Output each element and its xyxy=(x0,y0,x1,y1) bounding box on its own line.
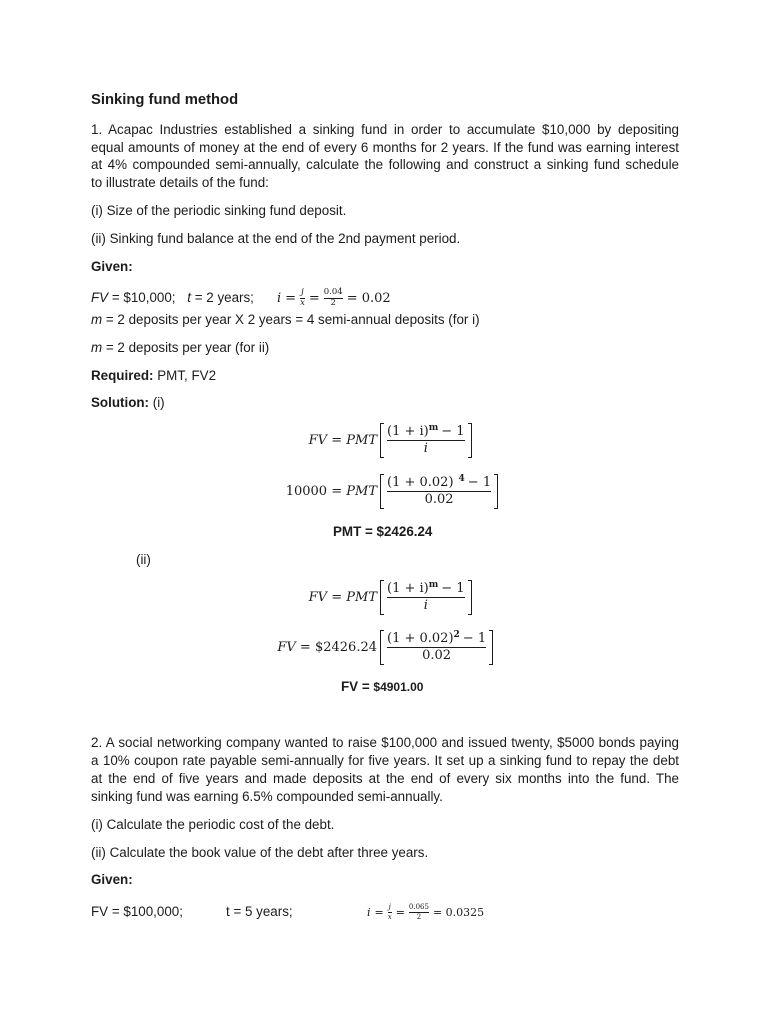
rate-symbol: i xyxy=(277,290,282,306)
equals-sign: = xyxy=(374,905,384,919)
equals-sign: = xyxy=(331,484,343,499)
given-values-line xyxy=(91,289,254,307)
given-t: t = 5 years; xyxy=(226,904,293,919)
deposits-line-i xyxy=(91,311,480,329)
right-bracket xyxy=(468,580,472,615)
fraction-numerator: j xyxy=(388,903,391,911)
statement-line: 1. Acapac Industries established a sinking fund in order to accumulate $10,000 by depositing xyxy=(91,122,679,137)
statement-line: equal amounts of money at the end of every 6 months for 2 years. If the fund was earning interest xyxy=(91,139,679,155)
numerator-tail: − 1 xyxy=(441,424,465,439)
numerator-base: (1 + 0.02) xyxy=(387,475,454,490)
solution-line xyxy=(91,394,165,412)
numerator-tail: − 1 xyxy=(462,631,487,646)
required-line xyxy=(91,367,216,385)
fv-value: = $10,000; xyxy=(111,290,176,305)
formula-lhs xyxy=(240,484,380,499)
formula-substituted-ii xyxy=(240,630,493,665)
given-label: Given: xyxy=(91,872,133,887)
fv-symbol: FV xyxy=(91,290,109,305)
t-symbol: t xyxy=(187,290,191,305)
numerator-tail: − 1 xyxy=(467,475,492,490)
lhs-term: PMT xyxy=(346,433,377,448)
equals-sign: = xyxy=(395,905,405,919)
rate-formula xyxy=(367,902,484,922)
exponent: 4 xyxy=(458,474,465,484)
statement-line: 2. A social networking company wanted to raise $100,000 and issued twenty, $5000 bonds paying xyxy=(91,735,679,750)
fraction xyxy=(384,580,468,615)
rate-symbol: i xyxy=(367,905,371,919)
right-bracket xyxy=(489,630,493,665)
deposits-text: = 2 deposits per year (for ii) xyxy=(105,340,270,355)
lhs-term: FV xyxy=(277,640,296,655)
numerator-base: (1 + i) xyxy=(387,424,429,439)
problem-2-statement xyxy=(91,734,679,806)
numerator-base: (1 + i) xyxy=(387,581,429,596)
problem-1-part-ii: (ii) Sinking fund balance at the end of the 2nd payment period. xyxy=(91,231,461,246)
given-fv: FV = $100,000; xyxy=(91,904,183,919)
fraction-numerator: 0.065 xyxy=(408,903,429,911)
lhs-term: PMT xyxy=(346,590,377,605)
fraction-denominator: 2 xyxy=(416,913,422,921)
required-label: Required: xyxy=(91,368,154,383)
problem-2-part-ii: (ii) Calculate the book value of the debt after three years. xyxy=(91,845,429,860)
equals-sign: = xyxy=(331,433,343,448)
lhs-term: FV xyxy=(308,433,328,448)
rate-formula xyxy=(277,288,391,308)
equals-sign: = xyxy=(299,640,311,655)
formula-lhs xyxy=(240,433,380,448)
solution-label: Solution: xyxy=(91,395,150,410)
problem-2-part-i: (i) Calculate the periodic cost of the debt. xyxy=(91,817,335,832)
answer-fv-lhs: FV = xyxy=(341,679,370,694)
fraction-rate-over-periods xyxy=(409,903,429,921)
denominator: i xyxy=(423,441,428,456)
right-bracket xyxy=(494,474,498,509)
formula-lhs xyxy=(240,640,380,655)
fraction xyxy=(384,474,494,509)
numerator-tail: − 1 xyxy=(441,581,465,596)
deposits-line-ii xyxy=(91,339,269,357)
numerator xyxy=(387,475,491,491)
fraction-rate-over-periods xyxy=(324,288,343,308)
lhs-term: PMT xyxy=(346,484,377,499)
rate-result: = 0.0325 xyxy=(432,905,485,919)
answer-fv xyxy=(341,678,423,697)
lhs-term: 10000 xyxy=(285,484,328,499)
m-symbol: m xyxy=(91,340,103,355)
fraction xyxy=(384,630,489,665)
numerator xyxy=(387,424,465,440)
equals-sign: = xyxy=(331,590,343,605)
fraction-numerator: j xyxy=(301,287,304,297)
statement-line: a 10% coupon rate payable semi-annually for five years. It set up a sinking fund to repay the debt xyxy=(91,753,679,768)
answer-pmt: PMT = $2426.24 xyxy=(333,524,433,539)
formula-lhs xyxy=(240,590,380,605)
fraction-denominator: x xyxy=(300,298,305,308)
formula-general-i xyxy=(240,423,472,458)
problem-1-part-i: (i) Size of the periodic sinking fund deposit. xyxy=(91,203,347,218)
exponent: 2 xyxy=(453,630,460,640)
numerator xyxy=(387,581,465,597)
formula-general-ii xyxy=(240,580,472,615)
equals-sign: = xyxy=(285,290,297,306)
equals-sign: = xyxy=(308,290,320,306)
fraction-j-over-x xyxy=(388,903,392,921)
page-title: Sinking fund method xyxy=(91,92,239,108)
fraction-denominator: x xyxy=(387,913,392,921)
lhs-term: FV xyxy=(308,590,328,605)
deposits-text: = 2 deposits per year X 2 years = 4 semi-annual deposits (for i) xyxy=(105,312,480,327)
statement-line: at the end of five years and made deposits at the end of every six months into the fund. The xyxy=(91,771,679,786)
problem-1-statement xyxy=(91,121,679,191)
numerator xyxy=(387,631,486,647)
denominator: 0.02 xyxy=(422,648,452,663)
fraction-numerator: 0.04 xyxy=(323,287,343,297)
denominator: 0.02 xyxy=(424,492,454,507)
numerator-base: (1 + 0.02) xyxy=(387,631,454,646)
denominator: i xyxy=(423,598,428,613)
statement-line: to illustrate details of the fund: xyxy=(91,174,269,190)
lhs-term: $2426.24 xyxy=(314,640,377,655)
right-bracket xyxy=(468,423,472,458)
fraction-denominator: 2 xyxy=(330,298,336,308)
required-value: PMT, FV2 xyxy=(157,368,217,383)
exponent: m xyxy=(428,423,439,433)
solution-part: (i) xyxy=(152,395,165,410)
fraction-j-over-x xyxy=(300,288,305,308)
statement-line: sinking fund was earning 6.5% compounded semi-annually. xyxy=(91,789,443,804)
m-symbol: m xyxy=(91,312,103,327)
fraction xyxy=(384,423,468,458)
given-label: Given: xyxy=(91,259,133,274)
statement-line: at 4% compounded semi-annually, calculate the following and construct a sinking fund schedule xyxy=(91,157,679,172)
rate-result: = 0.02 xyxy=(346,290,391,306)
formula-substituted-i xyxy=(240,474,498,509)
t-value: = 2 years; xyxy=(194,290,254,305)
answer-fv-value: $4901.00 xyxy=(373,680,424,694)
exponent: m xyxy=(428,580,439,590)
part-ii-label: (ii) xyxy=(136,552,151,567)
